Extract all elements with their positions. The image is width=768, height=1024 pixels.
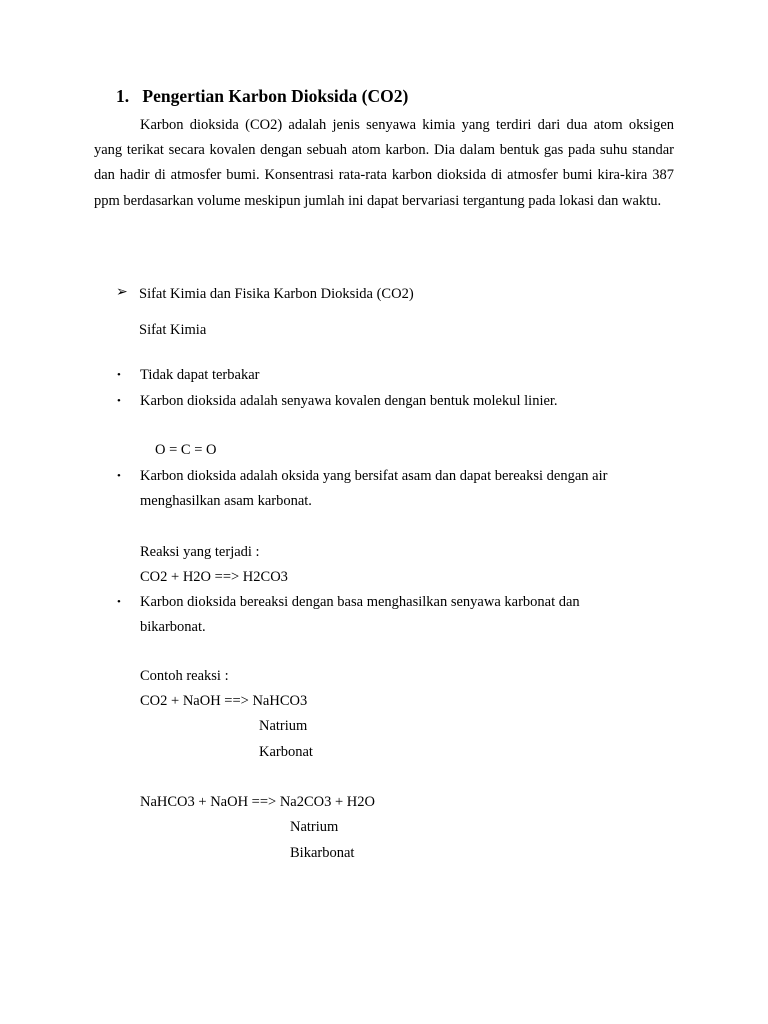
product-name-line-2: Karbonat: [259, 744, 313, 760]
bullet-icon: •: [117, 470, 121, 482]
bullet-item-3-line-2: menghasilkan asam karbonat.: [140, 493, 312, 509]
product-name-line-1: Natrium: [259, 718, 308, 734]
bullet-item-1: Tidak dapat terbakar: [140, 367, 260, 383]
bullet-icon: •: [117, 369, 121, 381]
intro-paragraph: [94, 113, 674, 214]
product-name-line-2: Bikarbonat: [290, 845, 355, 861]
product-name-line-1: Natrium: [290, 819, 339, 835]
reaction-equation: CO2 + H2O ==> H2CO3: [140, 569, 288, 585]
example-equation-1: CO2 + NaOH ==> NaHCO3: [140, 693, 308, 709]
bullet-item-4-line-2: bikarbonat.: [140, 619, 206, 635]
example-label: Contoh reaksi :: [140, 668, 229, 684]
subsection-subheading: Sifat Kimia: [139, 322, 207, 338]
section-heading: [116, 86, 408, 107]
bullet-item-4-line-1: Karbon dioksida bereaksi dengan basa menghasilkan senyawa karbonat dan: [140, 594, 580, 610]
subsection-title: Sifat Kimia dan Fisika Karbon Dioksida (CO2): [139, 286, 414, 302]
molecule-formula: O = C = O: [155, 442, 217, 458]
bullet-icon: •: [117, 596, 121, 608]
bullet-item-2: Karbon dioksida adalah senyawa kovalen dengan bentuk molekul linier.: [140, 393, 558, 409]
bullet-item-3-line-1: Karbon dioksida adalah oksida yang bersifat asam dan dapat bereaksi dengan air: [140, 468, 608, 484]
reaction-label: Reaksi yang terjadi :: [140, 544, 260, 560]
intro-paragraph-text: Karbon dioksida (CO2) adalah jenis senyawa kimia yang terdiri dari dua atom oksigen yang terikat secara kovalen dengan sebuah atom karbon. Dia dalam bentuk gas pada suhu standar dan hadir di atmosfer bumi. Konsentrasi rata-rata karbon dioksida di atmosfer bumi kira-kira 387 ppm berdasarkan volume meskipun jumlah ini dapat bervariasi tergantung pada lokasi dan waktu.: [94, 117, 674, 209]
example-equation-2: NaHCO3 + NaOH ==> Na2CO3 + H2O: [140, 794, 376, 810]
section-title: Pengertian Karbon Dioksida (CO2): [142, 86, 409, 106]
arrow-bullet-icon: ➢: [116, 285, 128, 300]
section-number: 1.: [116, 86, 130, 106]
bullet-icon: •: [117, 395, 121, 407]
